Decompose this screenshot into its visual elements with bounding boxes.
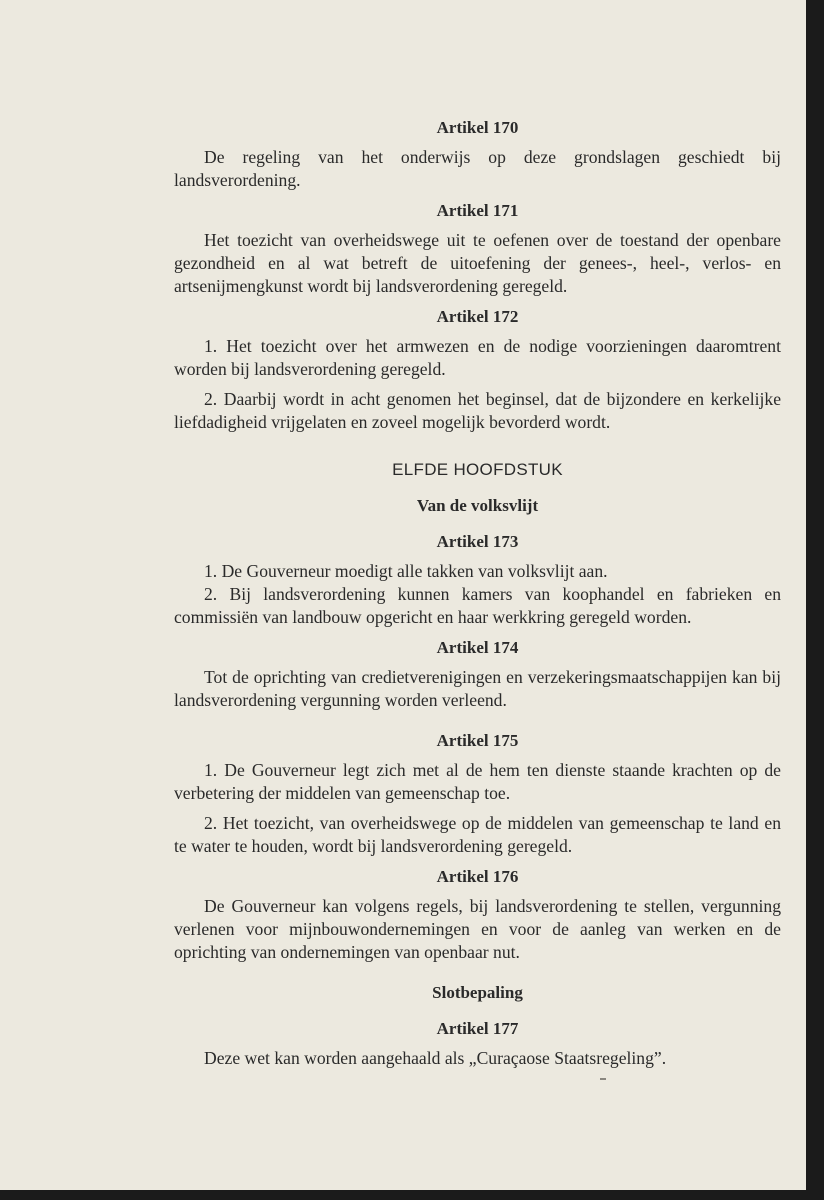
page-text xyxy=(174,116,781,1070)
article-172-paragraph-1: 1. Het toezicht over het armwezen en de nodige voorzieningen daaromtrent worden bij landsverordening geregeld. xyxy=(174,336,781,379)
article-174-heading: Artikel 174 xyxy=(436,638,519,657)
closing-section-title: Slotbepaling xyxy=(432,983,523,1002)
article-175-paragraph-1: 1. De Gouverneur legt zich met al de hem ten dienste staande krachten op de verbetering der middelen van gemeenschap toe. xyxy=(174,760,781,803)
article-173-paragraph-1: 1. De Gouverneur moedigt alle takken van volksvlijt aan. xyxy=(204,561,608,581)
article-172-paragraph-2: 2. Daarbij wordt in acht genomen het beginsel, dat de bijzondere en kerkelijke liefdadigheid vrijgelaten en zoveel mogelijk bevorderd wordt. xyxy=(174,389,781,432)
article-170-paragraph: De regeling van het onderwijs op deze grondslagen geschiedt bij landsverordening. xyxy=(174,147,781,190)
article-171-paragraph: Het toezicht van overheidswege uit te oefenen over de toestand der openbare gezondheid en al wat betreft de uitoefening der genees-, heel-, verlos- en artsenijmengkunst wordt bij landsverordening geregeld. xyxy=(174,230,781,296)
article-171-heading: Artikel 171 xyxy=(436,201,519,220)
article-173-paragraph-2: 2. Bij landsverordening kunnen kamers van koophandel en fabrieken en commissiën van landbouw opgericht en haar werkkring geregeld worden. xyxy=(174,584,781,627)
article-172-heading: Artikel 172 xyxy=(436,307,519,326)
chapter-subtitle: Van de volksvlijt xyxy=(416,496,539,515)
article-175-paragraph-2: 2. Het toezicht, van overheidswege op de middelen van gemeenschap te land en te water te houden, wordt bij landsverordening geregeld. xyxy=(174,813,781,856)
article-173-heading: Artikel 173 xyxy=(436,532,519,551)
article-177-heading: Artikel 177 xyxy=(436,1019,519,1038)
article-175-heading: Artikel 175 xyxy=(436,731,519,750)
article-176-paragraph: De Gouverneur kan volgens regels, bij landsverordening te stellen, vergunning verlenen voor mijnbouwondernemingen en voor de aanleg van werken en de oprichting van ondernemingen van openbaar nut. xyxy=(174,896,781,962)
chapter-title: ELFDE HOOFDSTUK xyxy=(392,460,563,479)
article-176-heading: Artikel 176 xyxy=(436,867,519,886)
page-mark xyxy=(600,1078,606,1080)
article-177-paragraph: Deze wet kan worden aangehaald als „Curaçaose Staatsregeling”. xyxy=(204,1048,667,1068)
article-170-heading: Artikel 170 xyxy=(436,118,519,137)
article-174-paragraph: Tot de oprichting van credietverenigingen en verzekeringsmaatschappijen kan bij landsverordening vergunning worden verleend. xyxy=(174,667,781,710)
